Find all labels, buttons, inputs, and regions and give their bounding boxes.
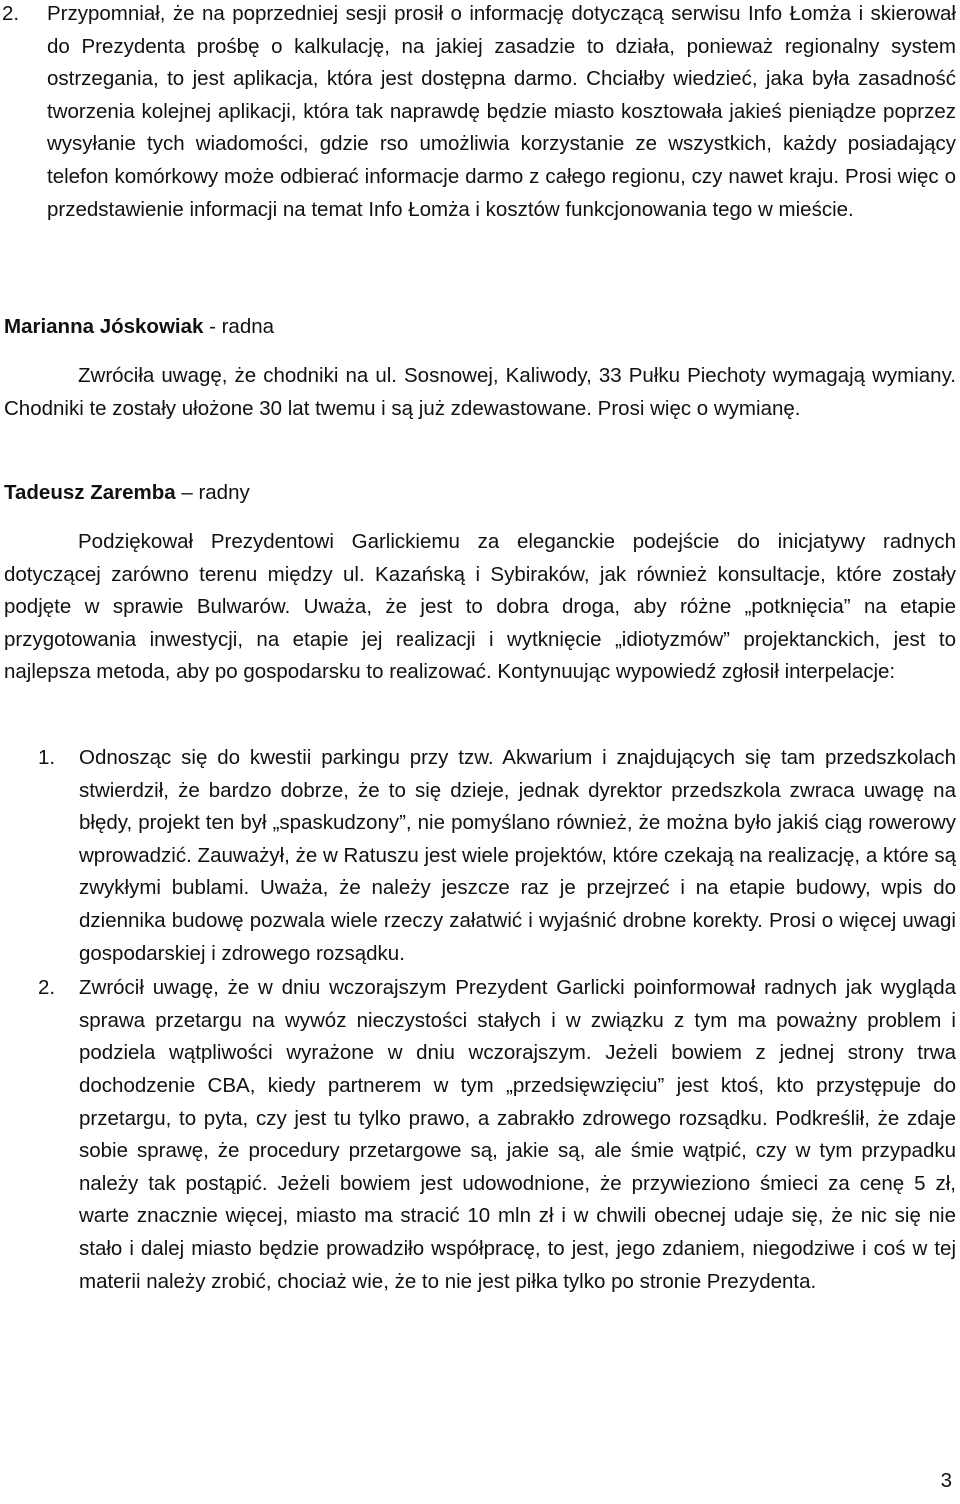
list-number: 2. [38,976,56,1000]
interpellation-list [0,742,960,1298]
speaker-name: Marianna Jóskowiak [4,315,204,338]
page-number: 3 [940,1469,952,1492]
list-number: 2. [2,2,20,25]
speaker-role: – radny [175,481,250,504]
speaker-heading [4,311,274,344]
list-item-text: Przypomniał, że na poprzedniej sesji prosił o informację dotyczącą serwisu Info Łomża i skierował do Prezydenta prośbę o kalkulację, na jakiej zasadzie to działa, ponieważ regionalny system ostrzegania, to jest aplikacja, która jest dostępna darmo. Chciałby wiedzieć, jaka była zasadność tworzenia kolejnej aplikacji, która tak naprawdę będzie miasto kosztowała jakieś pieniądze poprzez wysyłanie tych wiadomości, gdzie rso umożliwia korzystanie ze wszystkich, każdy posiadający telefon komórkowy może odbierać informacje darmo z całego regionu, czy nawet kraju. Prosi więc o przedstawienie informacji na temat Info Łomża i kosztów funkcjonowania tego w mieście. [47,2,956,221]
speaker-name: Tadeusz Zaremba [4,481,176,504]
list-item-2-previous [0,0,960,226]
list-item [0,972,960,1298]
speaker-paragraph: Podziękował Prezydentowi Garlickiemu za eleganckie podejście do inicjatywy radnych dotyczącej zarówno terenu między ul. Kazańską i Sybiraków, jak również konsultacje, które zostały podjęte w sprawie Bulwarów. Uważa, że jest to dobra droga, aby różne „potknięcia” na etapie przygotowania inwestycji, na etapie jej realizacji i wytknięcie „idiotyzmów” projektanckich, jest to najlepsza metoda, aby po gospodarsku to realizować. Kontynuując wypowiedź zgłosił interpelacje: [4,530,956,684]
list-item-text: Zwrócił uwagę, że w dniu wczorajszym Prezydent Garlicki poinformował radnych jak wygląda sprawa przetargu na wywóz nieczystości stałych i w związku z tym ma poważny problem i podziela wątpliwości wyrażone w dniu wczorajszym. Jeżeli bowiem z jednej strony trwa dochodzenie CBA, kiedy partnerem w tym „przedsięwzięciu” jest ktoś, kto przystępuje do przetargu, to pyta, czy jest tu tylko prawo, a zabrakło zdrowego rozsądku. Podkreślił, że zdaje sobie sprawę, że procedury przetargowe są, jakie są, ale śmie wątpić, czy w tym przypadku należy tak postąpić. Jeżeli bowiem jest udowodnione, że przywieziono śmieci za cenę 5 zł, warte znacznie więcej, miasto ma stracić 10 mln zł i w chwili obecnej udaje się, że nic się nie stało i dalej miasto będzie prowadziło współpracę, to jest, jego zdaniem, niegodziwe i coś w tej materii należy zrobić, chociaż wie, że to nie jest piłka tylko po stronie Prezydenta. [79,976,956,1293]
speaker-heading [4,477,250,510]
list-number: 1. [38,746,56,769]
list-item-text: Odnosząc się do kwestii parkingu przy tzw. Akwarium i znajdujących się tam przedszkolach stwierdził, że bardzo dobrze, że to się dzieje, jednak dyrektor przedszkola zwraca uwagę na błędy, projekt ten był „spaskudzony”, nie pomyślano również, że można było jakiś ciąg rowerowy wprowadzić. Zauważył, że w Ratuszu jest wiele projektów, które czekają na realizację, a które są zwykłymi bublami. Uważa, że należy jeszcze raz je przejrzeć i na etapie budowy, wpis do dziennika budowę pozwala wiele rzeczy załatwić i wyjaśnić drobne korekty. Prosi o więcej uwagi gospodarskiej i zdrowego rozsądku. [79,746,956,965]
list-item [0,742,960,970]
speaker-paragraph: Zwróciła uwagę, że chodniki na ul. Sosnowej, Kaliwody, 33 Pułku Piechoty wymagają wymiany. Chodniki te zostały ułożone 30 lat twemu i są już zdewastowane. Prosi więc o wymianę. [4,364,956,420]
speaker-role: - radna [203,315,275,338]
